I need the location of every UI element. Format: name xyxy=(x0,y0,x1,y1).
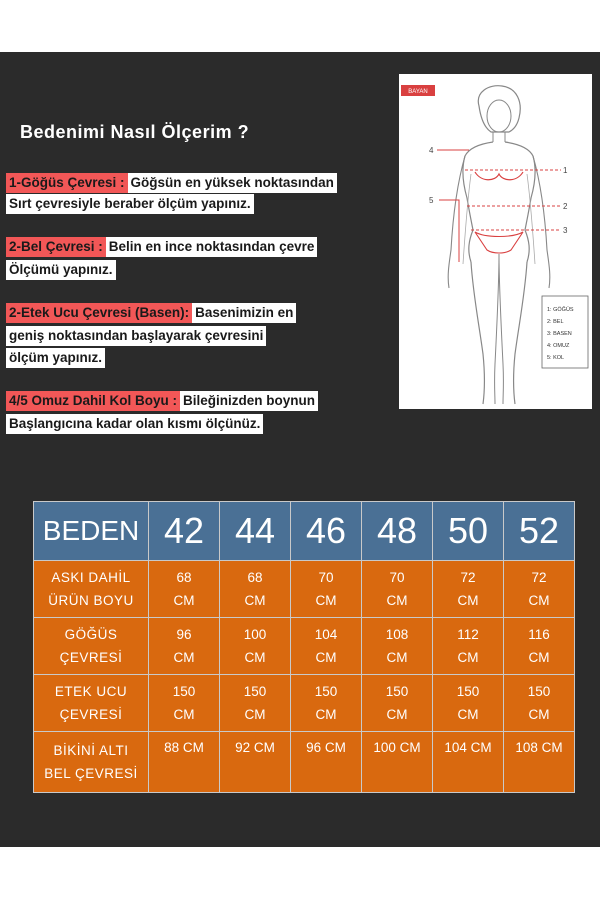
legend-3: 3: BASEN xyxy=(547,331,572,337)
table-cell: 72 CM xyxy=(504,561,575,618)
table-cell: 100 CM xyxy=(220,618,291,675)
table-cell: 92 CM xyxy=(220,732,291,793)
beden-header: BEDEN xyxy=(34,502,149,561)
step-3-label: 2-Etek Ucu Çevresi (Basen): xyxy=(6,303,192,323)
legend-1: 1: GÖĞÜS xyxy=(547,307,574,313)
table-cell: 68 CM xyxy=(220,561,291,618)
table-row xyxy=(34,732,575,793)
row-label: BİKİNİ ALTI BEL ÇEVRESİ xyxy=(34,732,149,793)
table-cell: 150 CM xyxy=(291,675,362,732)
step-3-line-3 xyxy=(6,348,105,368)
page-title: Bedenimi Nasıl Ölçerim ? xyxy=(20,122,250,142)
body-measurement-figure xyxy=(399,74,592,409)
table-cell: 68 CM xyxy=(149,561,220,618)
step-3-line-1 xyxy=(6,303,296,323)
table-cell: 70 CM xyxy=(362,561,433,618)
step-1-text-2: Sırt çevresiyle beraber ölçüm yapınız. xyxy=(6,194,254,214)
step-4-line-2 xyxy=(6,414,263,434)
table-cell: 150 CM xyxy=(433,675,504,732)
size-52: 52 xyxy=(504,502,575,561)
step-4-line-1 xyxy=(6,391,318,411)
table-row xyxy=(34,675,575,732)
step-2-line-2 xyxy=(6,260,116,280)
body-outline-illustration xyxy=(399,74,592,409)
size-42: 42 xyxy=(149,502,220,561)
bayan-tag: BAYAN xyxy=(408,89,428,95)
size-chart-table xyxy=(33,501,575,793)
step-2-text-2: Ölçümü yapınız. xyxy=(6,260,116,280)
table-row xyxy=(34,618,575,675)
table-cell: 112 CM xyxy=(433,618,504,675)
table-cell: 96 CM xyxy=(149,618,220,675)
table-cell: 108 CM xyxy=(362,618,433,675)
row-label: GÖĞÜS ÇEVRESİ xyxy=(34,618,149,675)
step-2-label: 2-Bel Çevresi : xyxy=(6,237,106,257)
table-cell: 150 CM xyxy=(504,675,575,732)
marker-1: 1 xyxy=(563,166,568,175)
table-cell: 88 CM xyxy=(149,732,220,793)
size-50: 50 xyxy=(433,502,504,561)
step-3-text-3: ölçüm yapınız. xyxy=(6,348,105,368)
size-44: 44 xyxy=(220,502,291,561)
step-2-line-1 xyxy=(6,237,317,257)
step-3-text-1: Basenimizin en xyxy=(192,303,296,323)
step-4-label: 4/5 Omuz Dahil Kol Boyu : xyxy=(6,391,180,411)
table-cell: 72 CM xyxy=(433,561,504,618)
legend-5: 5: KOL xyxy=(547,355,565,361)
table-cell: 150 CM xyxy=(149,675,220,732)
step-2-text-1: Belin en ince noktasından çevre xyxy=(106,237,318,257)
step-1-label: 1-Göğüs Çevresi : xyxy=(6,173,128,193)
marker-4: 4 xyxy=(429,146,434,155)
table-cell: 108 CM xyxy=(504,732,575,793)
step-4-text-2: Başlangıcına kadar olan kısmı ölçünüz. xyxy=(6,414,263,434)
size-46: 46 xyxy=(291,502,362,561)
marker-5: 5 xyxy=(429,196,434,205)
marker-2: 2 xyxy=(563,202,568,211)
table-cell: 150 CM xyxy=(220,675,291,732)
step-1-line-1 xyxy=(6,173,337,193)
step-4-text-1: Bileğinizden boynun xyxy=(180,391,318,411)
table-cell: 104 CM xyxy=(433,732,504,793)
size-48: 48 xyxy=(362,502,433,561)
row-label: ETEK UCU ÇEVRESİ xyxy=(34,675,149,732)
legend-2: 2: BEL xyxy=(547,319,564,325)
table-cell: 96 CM xyxy=(291,732,362,793)
table-cell: 70 CM xyxy=(291,561,362,618)
table-cell: 104 CM xyxy=(291,618,362,675)
marker-3: 3 xyxy=(563,226,568,235)
step-3-line-2 xyxy=(6,326,266,346)
table-row xyxy=(34,561,575,618)
step-1-text-1: Göğsün en yüksek noktasından xyxy=(128,173,337,193)
table-cell: 100 CM xyxy=(362,732,433,793)
table-cell: 116 CM xyxy=(504,618,575,675)
step-1-line-2 xyxy=(6,194,254,214)
legend-4: 4: OMUZ xyxy=(547,343,570,349)
table-cell: 150 CM xyxy=(362,675,433,732)
row-label: ASKI DAHİL ÜRÜN BOYU xyxy=(34,561,149,618)
size-header-row xyxy=(34,502,575,561)
step-3-text-2: geniş noktasından başlayarak çevresini xyxy=(6,326,266,346)
